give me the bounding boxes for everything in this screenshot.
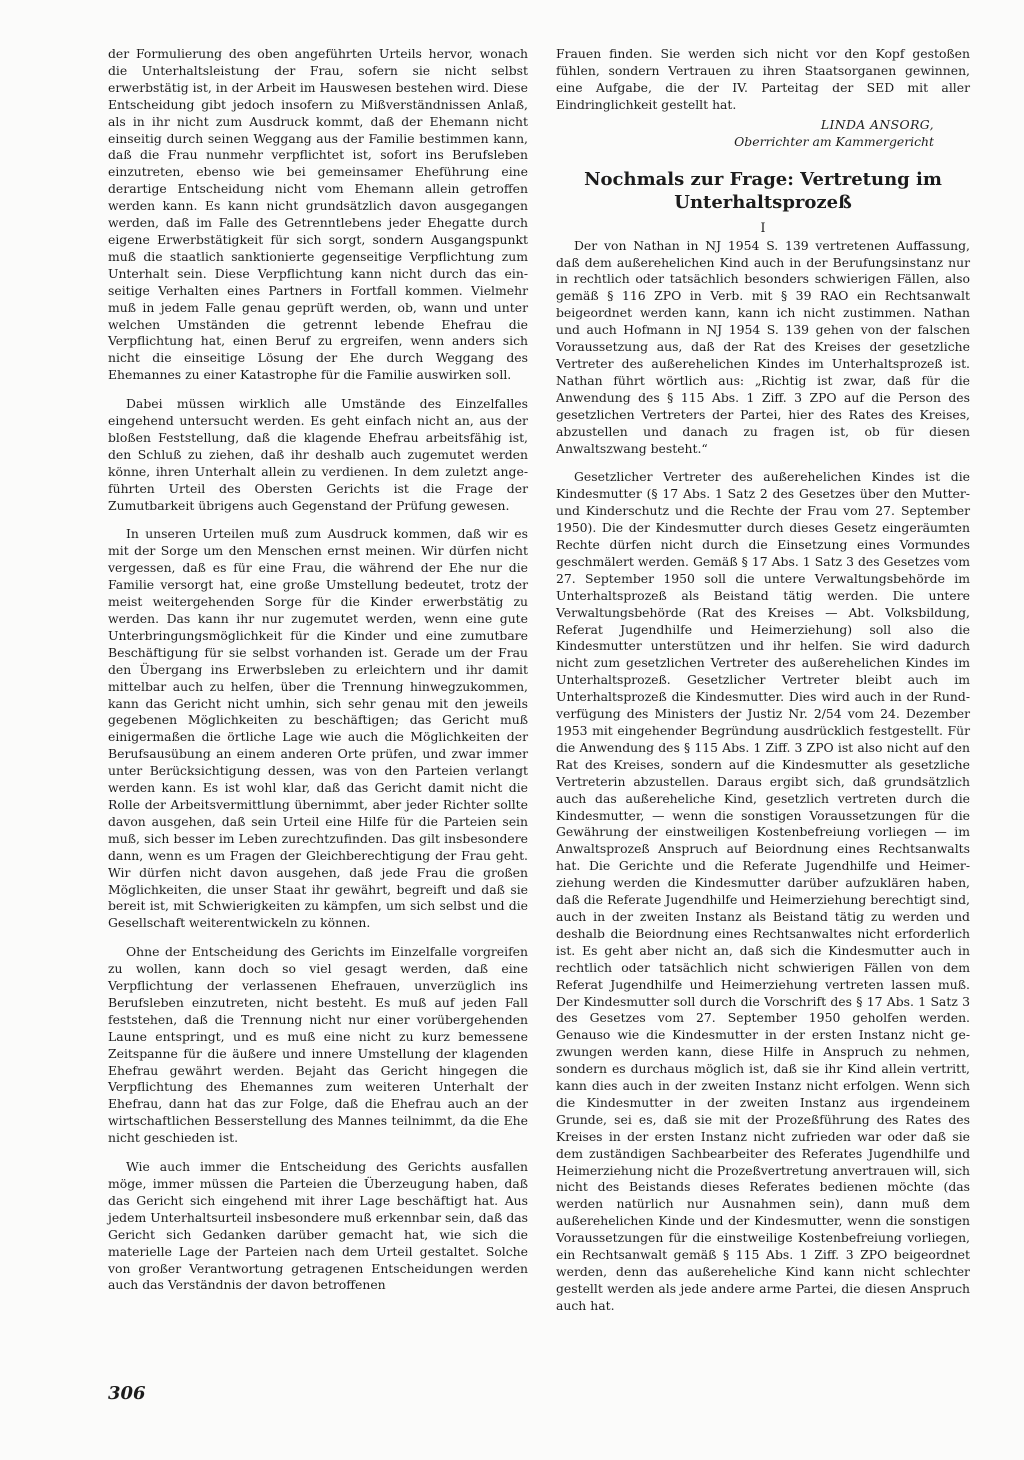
body-paragraph: Gesetzlicher Vertreter des außerehelichen Kindes ist die Kindesmutter (§ 17 Abs. 1 Satz 2 des Gesetzes über den Mutter- und Kinderschutz und die Rechte der Frau vom 27. September 1950). Die der Kindesmutter durch dieses Gesetz eingeräumten Rechte dürfen nicht durch die Einsetzung eines Vormundes geschmälert werden. Gemäß § 17 Abs. 1 Satz 3 des Gesetzes vom 27. September 1950 soll die untere Verwaltungsbehörde im Unterhaltsprozeß als Beistand tätig werden. Die untere Verwaltungsbehörde (Rat des Kreises — Abt. Volksbildung, Referat Jugendhilfe und Heimerziehung) soll also die Kindesmutter unterstützen und ihr helfen. Sie wird dadurch nicht zum gesetzlichen Vertreter des außerehelichen Kindes im Unterhaltsprozeß. Gesetzlicher Vertreter bleibt auch im Unterhaltsprozeß die Kindesmutter. Dies wird auch in der Rundverfügung des Ministers der Justiz Nr. 2/54 vom 24. Dezember 1953 mit eingehender Begründung ausdrücklich festgestellt. Für die Anwendung des § 115 Abs. 1 Ziff. 3 ZPO ist also nicht auf den Rat des Kreises, sondern auf die Kindesmutter als gesetzliche Vertreterin abzustellen. Daraus ergibt sich, daß grundsätzlich auch das außereheliche Kind, gesetzlich vertreten durch die Kindesmutter, — wenn die sonstigen Voraussetzungen für die Gewährung der einstweiligen Kostenbefreiung vorliegen — im Anwaltsprozeß Anspruch auf Beiordnung eines Rechtsanwalts hat. Die Gerichte und die Referate Jugendhilfe und Heimerziehung werden die Kindesmutter darüber aufzuklären haben, daß die Referate Jugendhilfe und Heimerziehung berechtigt sind, auch in der zweiten Instanz als Beistand tätig zu werden und deshalb die Beiordnung eines Rechtsanwaltes nicht erforderlich ist. Es geht aber nicht an, daß sich die Kindesmutter auch in rechtlich oder tatsächlich nicht schwierigen Fällen von dem Referat Jugendhilfe und Heimerziehung vertreten lassen muß. Der Kindesmutter soll durch die Vorschrift des § 17 Abs. 1 Satz 3 des Gesetzes vom 27. September 1950 geholfen werden. Genauso wie die Kindesmutter in der ersten Instanz nicht gezwungen werden kann, diese Hilfe in Anspruch zu nehmen, sondern es durchaus möglich ist, daß sie ihr Kind allein vertritt, kann dies auch in der zweiten Instanz nicht erfolgen. Wenn sich die Kindesmutter in der zweiten Instanz aus irgendeinem Grunde, sei es, daß sie mit der Prozeßführung des Rates des Kreises in der ersten Instanz nicht zufrieden war oder daß sie dem zuständigen Sachbearbeiter des Referates Jugendhilfe und Heimerziehung nicht die Prozeßvertretung anvertrauen will, sich nicht des Beistands dieses Referates bedienen möchte (das werden natürlich nur Ausnahmen sein), dann muß dem außerehelichen Kinde und der Kindesmutter, wenn die sonstigen Voraussetzungen für die einstweilige Kostenbefreiung vorliegen, ein Rechtsanwalt gemäß § 115 Abs. 1 Ziff. 3 ZPO beigeordnet werden, denn das außereheliche Kind kann nicht schlechter gestellt werden als jede andere arme Partei, die diesen Anspruch auch hat.	[556, 469, 970, 1313]
body-paragraph: Der von Nathan in NJ 1954 S. 139 vertretenen Auffassung, daß dem außerehelichen Kind auch in der Berufungsinstanz nur in rechtlich oder tatsächlich besonders schwierigen Fällen, also gemäß § 116 ZPO in Verb. mit § 39 RAO ein Rechtsanwalt beigeordnet werden kann, kann ich nicht zustimmen. Nathan und auch Hofmann in NJ 1954 S. 139 gehen von der falschen Voraussetzung aus, daß der Rat des Kreises der gesetzliche Vertreter des außerehelichen Kindes im Unterhaltsprozeß ist. Nathan führt wörtlich aus: „Richtig ist zwar, daß für die Anwendung des § 115 Abs. 1 Ziff. 3 ZPO auf die Person des gesetzlichen Vertreters der Partei, hier des Rates des Kreises, abzustellen und danach zu fragen ist, ob für diesen Anwaltszwang besteht.“	[556, 237, 970, 456]
page-number: 306	[108, 1383, 146, 1404]
article-title: Nochmals zur Frage: Vertretung im Unterhaltsprozeß	[584, 168, 942, 213]
author-signature	[556, 116, 934, 150]
body-paragraph: Wie auch immer die Entscheidung des Gerichts ausfallen möge, immer müssen die Parteien die Überzeugung haben, daß das Gericht sich eingehend mit ihrer Lage beschäftigt hat. Aus jedem Unterhaltsurteil insbesondere muß erkennbar sein, daß das Gericht sich Gedanken darüber gemacht hat, wie sich die materielle Lage der Parteien nach dem Urteil gestaltet. Solche von großer Verantwortung getragenen Entscheidungen werden auch das Verständnis der davon betroffenen	[108, 1159, 528, 1293]
body-paragraph: der Formulierung des oben angeführten Urteils hervor, wonach die Unterhaltsleistung der Frau, sofern sie nicht selbst erwerbstätig ist, in der Arbeit im Hauswesen bestehen wird. Diese Entscheidung gibt jedoch insofern zu Mißverständnissen Anlaß, als in ihr nicht zum Ausdruck kommt, daß der Ehemann nicht einseitig durch seinen Weggang aus der Familie bestimmen kann, daß die Frau nunmehr verpflichtet ist, sofort ins Berufsleben einzutreten, ebenso wie bei gemeinsamer Eheführung eine derartige Entscheidung nicht vom Ehemann allein getroffen werden kann. Es kann nicht grundsätzlich davon ausgegangen werden, daß im Falle des Getrenntlebens jeder Ehegatte durch eigene Erwerbstätigkeit für sich sorgt, sondern Ausgangspunkt muß die staatlich sanktionierte gegenseitige Verpflichtung zum Unterhalt sein. Diese Verpflichtung kann nicht durch das einseitige Verhalten eines Partners in Fortfall kommen. Vielmehr muß in jedem Falle genau geprüft werden, ob, wann und unter welchen Umständen die getrennt lebende Ehefrau die Verpflichtung hat, einen Beruf zu ergreifen, wenn anders sich nicht die einseitige Lösung der Ehe durch Weggang des Ehemannes zu einer Katastrophe für die Familie auswirken soll.	[108, 46, 528, 383]
continuation-paragraph: Frauen finden. Sie werden sich nicht vor den Kopf gestoßen fühlen, sondern Vertrauen zu ihren Staatsorganen gewinnen, eine Aufgabe, die der IV. Parteitag der SED mit aller Eindringlichkeit gestellt hat.	[556, 46, 970, 112]
body-paragraph: Ohne der Entscheidung des Gerichts im Einzelfalle vorgreifen zu wollen, kann doch so viel gesagt werden, daß eine Verpflichtung der verlassenen Ehefrauen, unverzüglich ins Berufsleben einzutreten, nicht besteht. Es muß auf jeden Fall feststehen, daß die Trennung nicht nur einer vorübergehenden Laune entspringt, und es muß eine nicht zu kurz bemessene Zeitspanne für die äußere und innere Umstellung der klagenden Ehefrau gewährt werden. Bejaht das Gericht hingegen die Verpflichtung des Ehemannes zum weiteren Unterhalt der Ehefrau, dann hat das zur Folge, daß die Ehefrau auch an der wirtschaftlichen Besserstellung des Mannes teilnimmt, da die Ehe nicht geschieden ist.	[108, 944, 528, 1146]
body-paragraph: In unseren Urteilen muß zum Ausdruck kommen, daß wir es mit der Sorge um den Menschen ernst meinen. Wir dürfen nicht vergessen, daß es für eine Frau, die während der Ehe nur die Familie versorgt hat, eine große Umstellung bedeutet, trotz der meist weitergehenden Sorge für die Kinder erwerbstätig zu werden. Das kann ihr nur zugemutet werden, wenn eine gute Unterbringungsmöglichkeit für die Kinder und eine zumutbare Beschäftigung für sie selbst vorhanden ist. Gerade um der Frau den Übergang ins Erwerbsleben zu erleichtern und ihr damit mittelbar auch zu helfen, über die Trennung hinwegzukommen, kann das Gericht nicht umhin, sich sehr genau mit den jeweils gegebenen Möglichkeiten zu beschäftigen; das Gericht muß einigermaßen die örtliche Lage wie auch die Möglichkeiten der Berufsausübung an einem anderen Orte prüfen, und zwar immer unter Berücksichtigung dessen, was von den Parteien verlangt werden kann. Es ist wohl klar, daß das Gericht damit nicht die Rolle der Arbeitsvermittlung übernimmt, aber jeder Richter sollte davon ausgehen, daß sein Urteil eine Hilfe für die Parteien sein muß, sich besser im Leben zurechtzufinden. Das gilt insbesondere dann, wenn es um Fragen der Gleichberechtigung der Frau geht. Wir dürfen nicht davon ausgehen, daß jede Frau die großen Möglichkeiten, die unser Staat ihr gewährt, begreift und daß sie bereit ist, mit Schwierigkeiten zu kämpfen, um sich selbst und die Gesellschaft weiterentwickeln zu können.	[108, 526, 528, 931]
author-name: LINDA ANSORG,	[820, 116, 934, 132]
left-column	[108, 46, 528, 1306]
right-column	[556, 46, 970, 1327]
author-role: Oberrichter am Kammergericht	[734, 133, 934, 149]
section-marker: I	[760, 219, 766, 235]
body-paragraph: Dabei müssen wirklich alle Umstände des Einzelfalles eingehend untersucht werden. Es geht einfach nicht an, aus der bloßen Feststellung, daß die klagende Ehefrau arbeitsfähig ist, den Schluß zu ziehen, daß ihr deshalb auch zugemutet werden könne, ihren Unterhalt allein zu verdienen. In dem zuletzt angeführten Urteil des Obersten Gerichts ist die Frage der Zumutbarkeit übrigens auch Gegenstand der Prüfung gewesen.	[108, 396, 528, 513]
